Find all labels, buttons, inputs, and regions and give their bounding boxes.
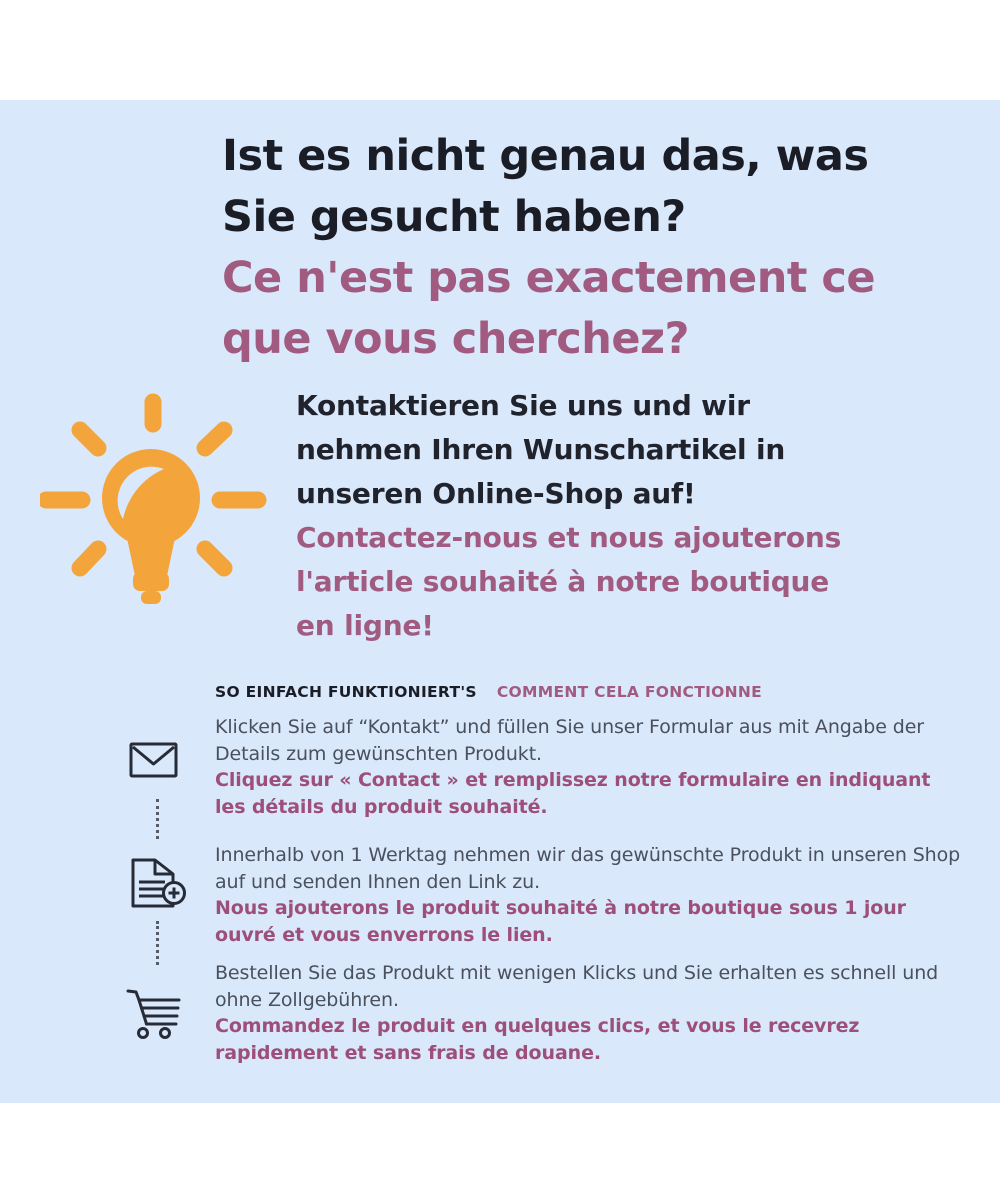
intro-de-line1: Kontaktieren Sie uns und wir [296, 389, 750, 422]
step-2-fr: Nous ajouterons le produit souhaité à notre boutique sous 1 jour ouvré et vous enverrons le lien. [215, 897, 906, 946]
envelope-icon [129, 742, 178, 778]
step-2-de: Innerhalb von 1 Werktag nehmen wir das gewünschte Produkt in unseren Shop auf und senden Ihnen den Link zu. [215, 844, 961, 893]
step-2-text [215, 842, 965, 948]
lightbulb-icon [40, 392, 270, 624]
intro-text [296, 384, 841, 648]
headline-de-line1: Ist es nicht genau das, was [222, 131, 869, 181]
intro-de-line3: unseren Online-Shop auf! [296, 477, 696, 510]
step-1-text [215, 714, 965, 820]
headline-fr-line2: que vous cherchez? [222, 314, 689, 364]
intro-fr-line1: Contactez-nous et nous ajouterons [296, 521, 842, 554]
intro-de-line2: nehmen Ihren Wunschartikel in [296, 433, 786, 466]
step-3-text [215, 960, 965, 1066]
intro-fr-line3: en ligne! [296, 609, 434, 642]
intro-fr-line2: l'article souhaité à notre boutique [296, 565, 830, 598]
step-1-de: Klicken Sie auf “Kontakt” und füllen Sie unser Formular aus mit Angabe der Details zum gewünschten Produkt. [215, 716, 925, 765]
step-1-fr: Cliquez sur « Contact » et remplissez notre formulaire en indiquant les détails du produit souhaité. [215, 769, 931, 818]
dotted-connector-2 [156, 921, 159, 965]
how-it-works-header [215, 682, 762, 701]
step-3-de: Bestellen Sie das Produkt mit wenigen Klicks und Sie erhalten es schnell und ohne Zollgebühren. [215, 962, 939, 1011]
how-it-works-label-de: SO EINFACH FUNKTIONIERT'S [215, 683, 477, 701]
step-3-fr: Commandez le produit en quelques clics, et vous le recevrez rapidement et sans frais de douane. [215, 1015, 860, 1064]
how-it-works-label-fr: COMMENT CELA FONCTIONNE [496, 683, 763, 701]
headline-de-line2: Sie gesucht haben? [222, 192, 686, 242]
dotted-connector-1 [156, 799, 159, 839]
document-add-icon [127, 856, 191, 912]
headline-fr-line1: Ce n'est pas exactement ce [222, 253, 875, 303]
cart-icon [124, 986, 184, 1040]
headline [222, 126, 875, 370]
